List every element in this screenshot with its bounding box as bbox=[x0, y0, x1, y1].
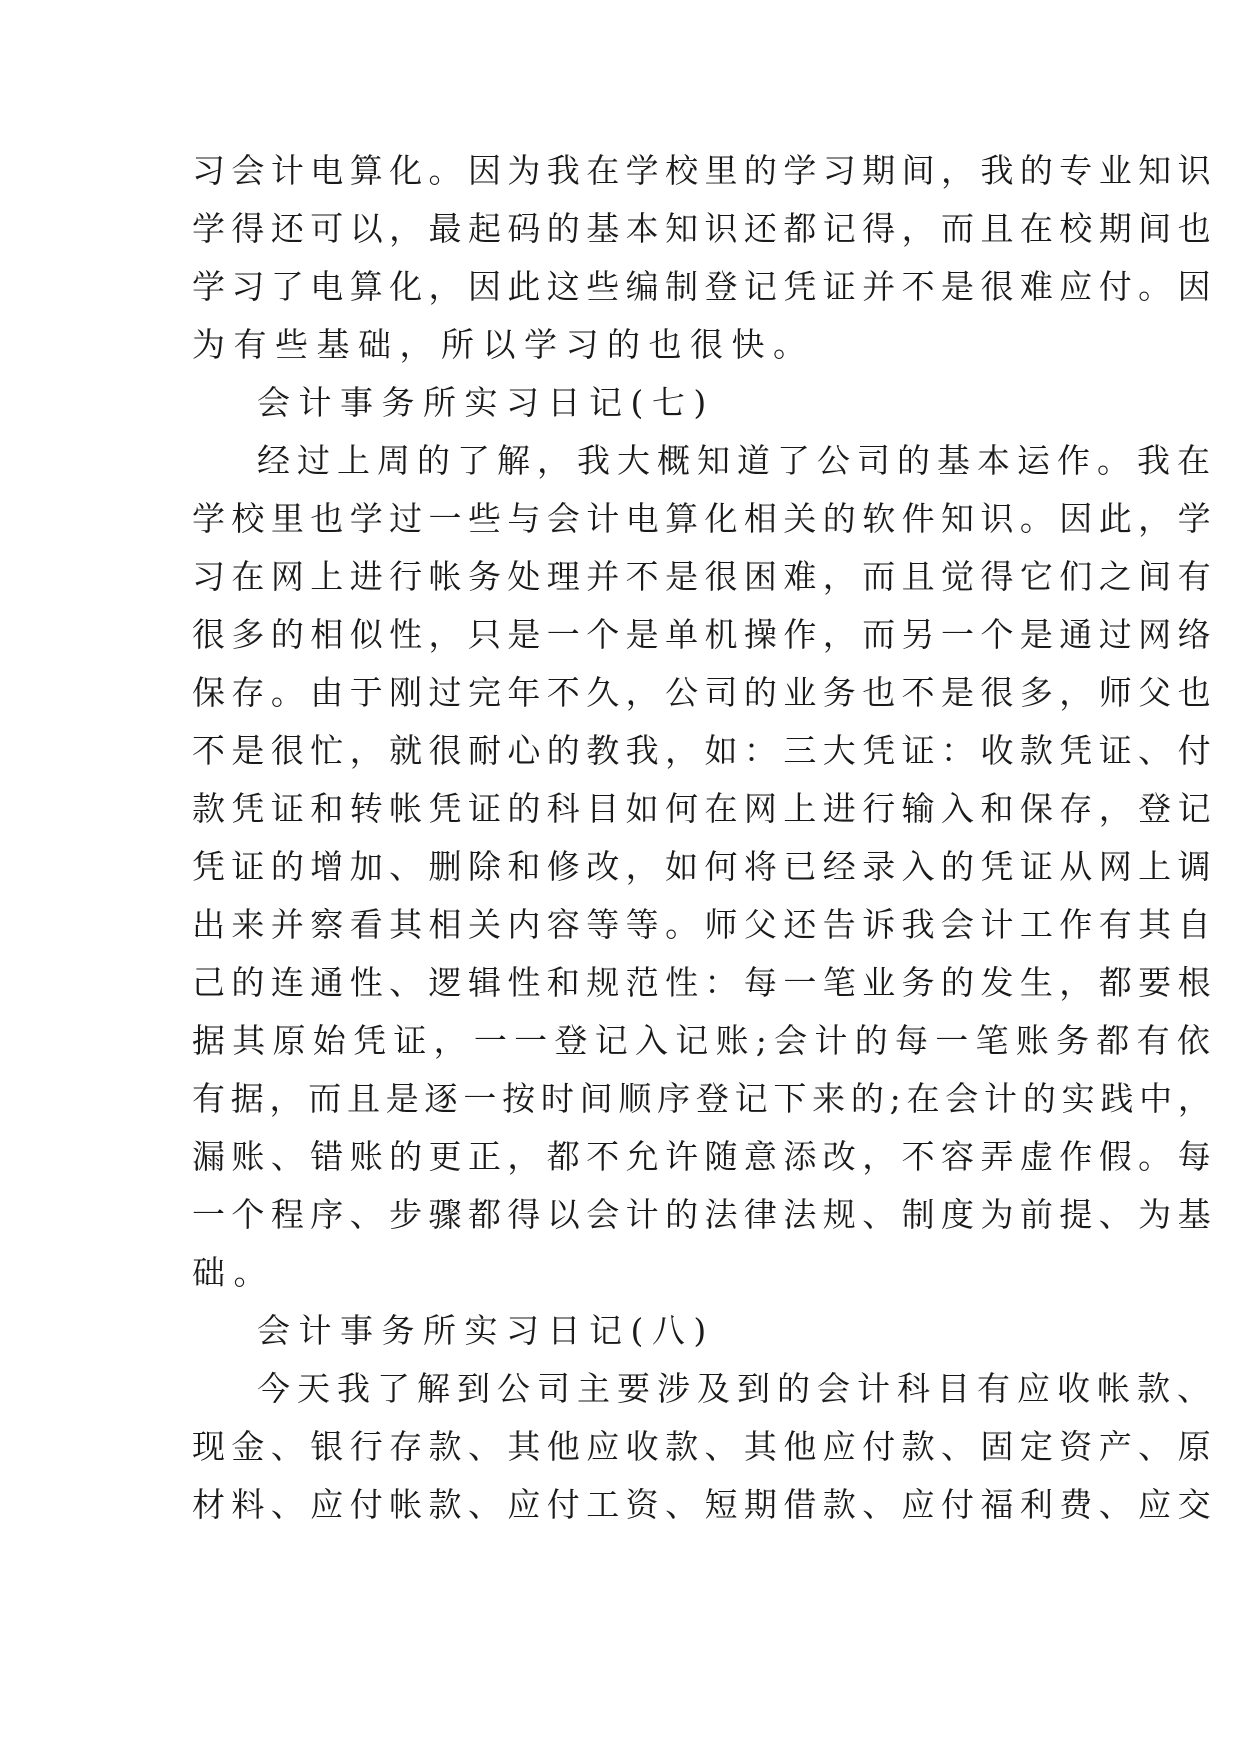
body-text-line: 现金、银行存款、其他应收款、其他应付款、固定资产、原 bbox=[192, 1427, 1217, 1466]
body-text-line: 一个程序、步骤都得以会计的法律法规、制度为前提、为基 bbox=[192, 1195, 1217, 1234]
body-text-line: 学校里也学过一些与会计电算化相关的软件知识。因此，学 bbox=[192, 499, 1217, 538]
section-heading: 会计事务所实习日记(七) bbox=[257, 383, 715, 422]
section-heading: 会计事务所实习日记(八) bbox=[257, 1311, 715, 1350]
body-text-line: 材料、应付帐款、应付工资、短期借款、应付福利费、应交 bbox=[192, 1485, 1217, 1524]
body-text-line: 经过上周的了解，我大概知道了公司的基本运作。我在 bbox=[257, 441, 1217, 480]
body-text-line: 今天我了解到公司主要涉及到的会计科目有应收帐款、 bbox=[257, 1369, 1217, 1408]
body-text-line: 保存。由于刚过完年不久，公司的业务也不是很多，师父也 bbox=[192, 673, 1217, 712]
body-text-line: 有据，而且是逐一按时间顺序登记下来的;在会计的实践中， bbox=[192, 1079, 1217, 1118]
body-text-line: 习会计电算化。因为我在学校里的学习期间，我的专业知识 bbox=[192, 151, 1217, 190]
body-text-line: 据其原始凭证，一一登记入记账;会计的每一笔账务都有依 bbox=[192, 1021, 1218, 1060]
body-text-line: 漏账、错账的更正，都不允许随意添改，不容弄虚作假。每 bbox=[192, 1137, 1217, 1176]
body-text-line: 不是很忙，就很耐心的教我，如：三大凭证：收款凭证、付 bbox=[192, 731, 1217, 770]
body-text-line: 学得还可以，最起码的基本知识还都记得，而且在校期间也 bbox=[192, 209, 1217, 248]
body-text-line: 学习了电算化，因此这些编制登记凭证并不是很难应付。因 bbox=[192, 267, 1217, 306]
body-text-line: 为有些基础，所以学习的也很快。 bbox=[192, 325, 815, 364]
body-text-line: 款凭证和转帐凭证的科目如何在网上进行输入和保存，登记 bbox=[192, 789, 1217, 828]
body-text-line: 出来并察看其相关内容等等。师父还告诉我会计工作有其自 bbox=[192, 905, 1217, 944]
body-text-line: 己的连通性、逻辑性和规范性：每一笔业务的发生，都要根 bbox=[192, 963, 1217, 1002]
body-text-line: 础。 bbox=[192, 1253, 275, 1292]
body-text-line: 习在网上进行帐务处理并不是很困难，而且觉得它们之间有 bbox=[192, 557, 1217, 596]
body-text-line: 凭证的增加、删除和修改，如何将已经录入的凭证从网上调 bbox=[192, 847, 1217, 886]
body-text-line: 很多的相似性，只是一个是单机操作，而另一个是通过网络 bbox=[192, 615, 1217, 654]
